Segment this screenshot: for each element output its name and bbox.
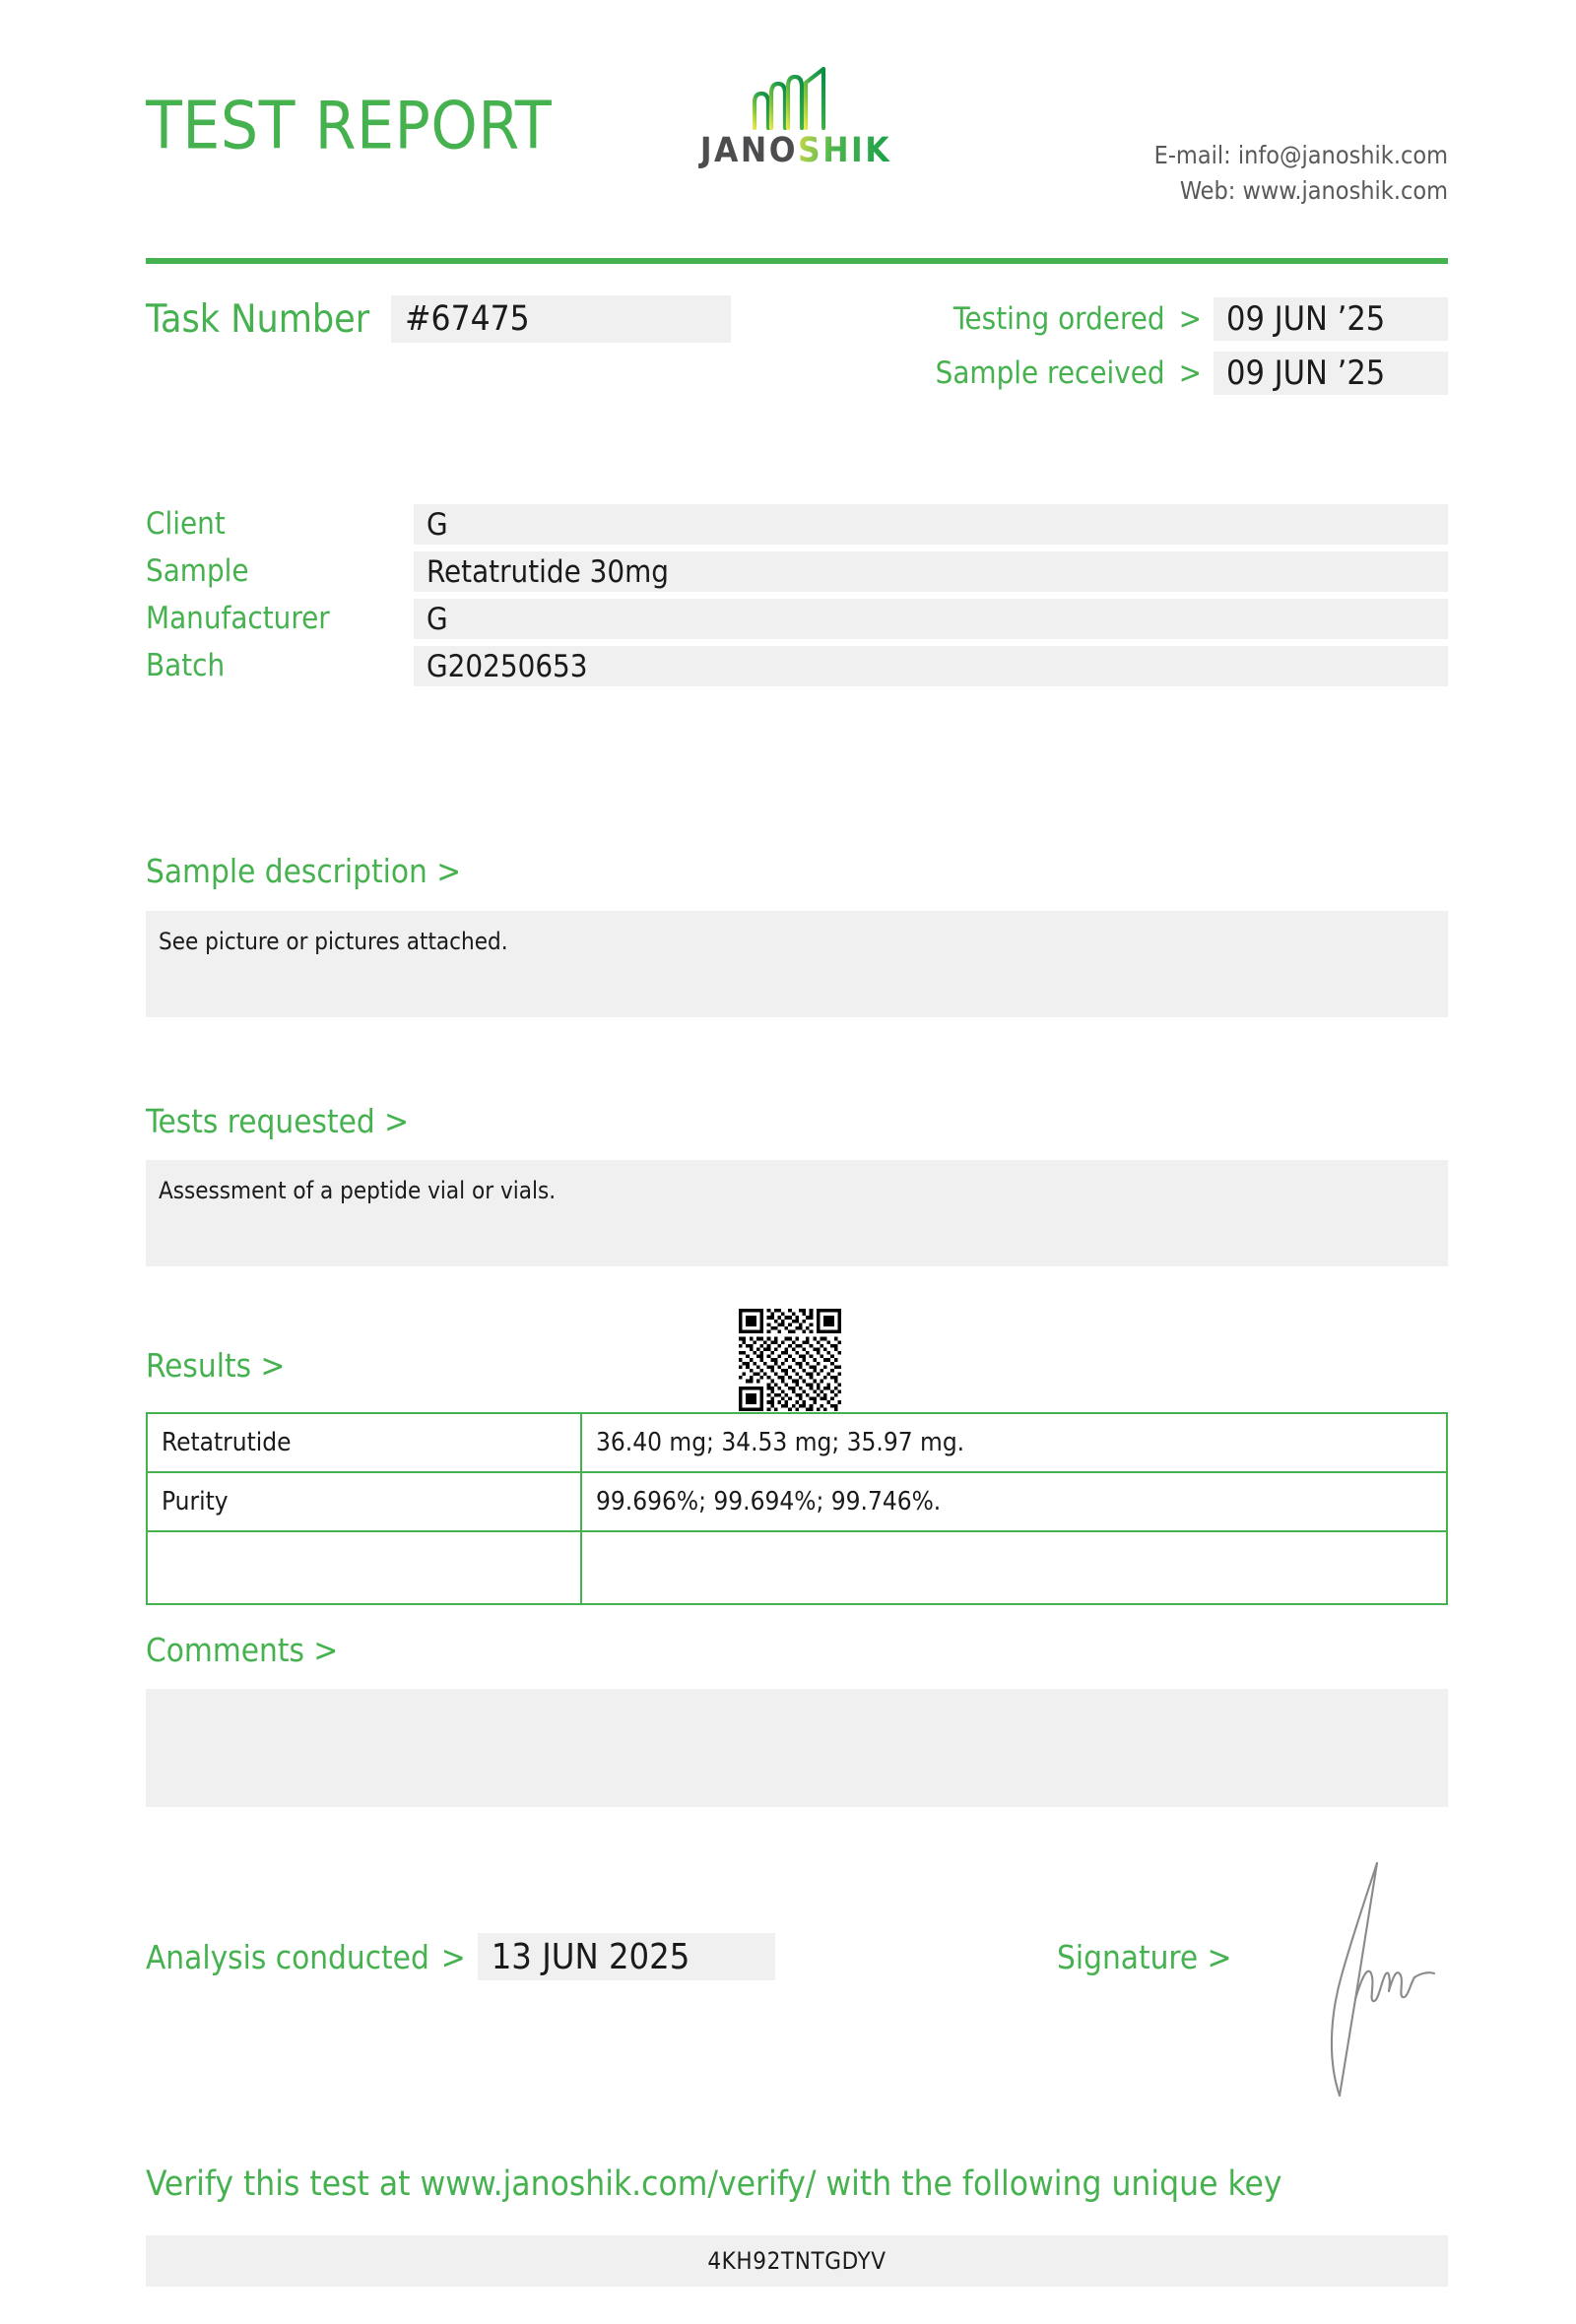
caret-icon: > <box>1178 355 1202 391</box>
analysis-conducted-field <box>146 1933 775 1980</box>
website-line: Web: www.janoshik.com <box>1179 175 1448 205</box>
signature-mark <box>1300 1849 1438 2100</box>
batch-value: G20250653 <box>414 646 1448 686</box>
analysis-conducted-value: 13 JUN 2025 <box>478 1933 775 1980</box>
manufacturer-value: G <box>414 599 1448 639</box>
analysis-and-signature-row <box>146 1933 1448 1992</box>
sample-description-text: See picture or pictures attached. <box>159 928 508 955</box>
sample-received-label: Sample received <box>935 355 1165 391</box>
sample-description-heading: Sample description > <box>146 852 462 890</box>
info-row-manufacturer <box>146 599 1448 639</box>
client-value: G <box>414 504 1448 545</box>
sample-value: Retatrutide 30mg <box>414 551 1448 592</box>
sample-received-row <box>936 352 1448 395</box>
sample-received-value: 09 JUN ’25 <box>1214 352 1448 395</box>
page-title: TEST REPORT <box>146 87 553 164</box>
result-key: Retatrutide <box>147 1413 581 1472</box>
report-header <box>146 0 1448 205</box>
results-table <box>146 1412 1448 1605</box>
mountain-peaks-icon <box>745 67 847 130</box>
info-row-batch <box>146 646 1448 686</box>
info-row-sample <box>146 551 1448 592</box>
table-row <box>147 1531 1447 1604</box>
sample-info-fields <box>146 504 1448 693</box>
brand-wordmark-first: JANO <box>699 131 799 170</box>
brand-wordmark-second: SHIK <box>798 131 892 170</box>
analysis-conducted-label: Analysis conducted <box>146 1937 429 1976</box>
email-line: E-mail: info@janoshik.com <box>1153 141 1448 169</box>
tests-requested-heading: Tests requested > <box>146 1102 410 1140</box>
qr-code-graphic <box>739 1309 841 1411</box>
result-value <box>581 1531 1447 1604</box>
tests-requested-box <box>146 1160 1448 1266</box>
result-value: 36.40 mg; 34.53 mg; 35.97 mg. <box>581 1413 1447 1472</box>
contact-info <box>1154 138 1448 208</box>
task-number-field <box>146 295 731 343</box>
tests-requested-text: Assessment of a peptide vial or vials. <box>159 1177 557 1204</box>
testing-ordered-value: 09 JUN ’25 <box>1214 297 1448 341</box>
signature-label: Signature > <box>1057 1938 1232 1976</box>
task-number-label: Task Number <box>146 296 370 342</box>
qr-code <box>739 1309 841 1411</box>
verify-instructions: Verify this test at www.janoshik.com/verify/ with the following unique key <box>146 2164 1282 2204</box>
sample-label: Sample <box>146 553 249 589</box>
result-key <box>147 1531 581 1604</box>
report-content <box>146 0 1448 2275</box>
comments-heading: Comments > <box>146 1631 339 1669</box>
client-label: Client <box>146 506 226 542</box>
sample-description-box <box>146 911 1448 1017</box>
handwritten-signature-icon <box>1300 1849 1438 2100</box>
task-number-value: #67475 <box>391 295 731 343</box>
table-row <box>147 1472 1447 1531</box>
batch-label: Batch <box>146 648 226 683</box>
info-row-client <box>146 504 1448 545</box>
result-key: Purity <box>147 1472 581 1531</box>
caret-icon: > <box>440 1937 466 1976</box>
header-divider <box>146 258 1448 264</box>
testing-ordered-label: Testing ordered <box>952 300 1165 337</box>
table-row <box>147 1413 1447 1472</box>
manufacturer-label: Manufacturer <box>146 601 330 636</box>
testing-ordered-row <box>936 297 1448 341</box>
comments-box <box>146 1689 1448 1807</box>
brand-wordmark <box>683 131 909 170</box>
dates-block <box>936 297 1448 406</box>
task-and-dates-row <box>146 295 1448 414</box>
results-heading: Results > <box>146 1346 286 1385</box>
caret-icon: > <box>1178 300 1202 337</box>
brand-logo <box>683 67 909 168</box>
result-value: 99.696%; 99.694%; 99.746%. <box>581 1472 1447 1531</box>
unique-key-value: 4KH92TNTGDYV <box>146 2235 1448 2287</box>
